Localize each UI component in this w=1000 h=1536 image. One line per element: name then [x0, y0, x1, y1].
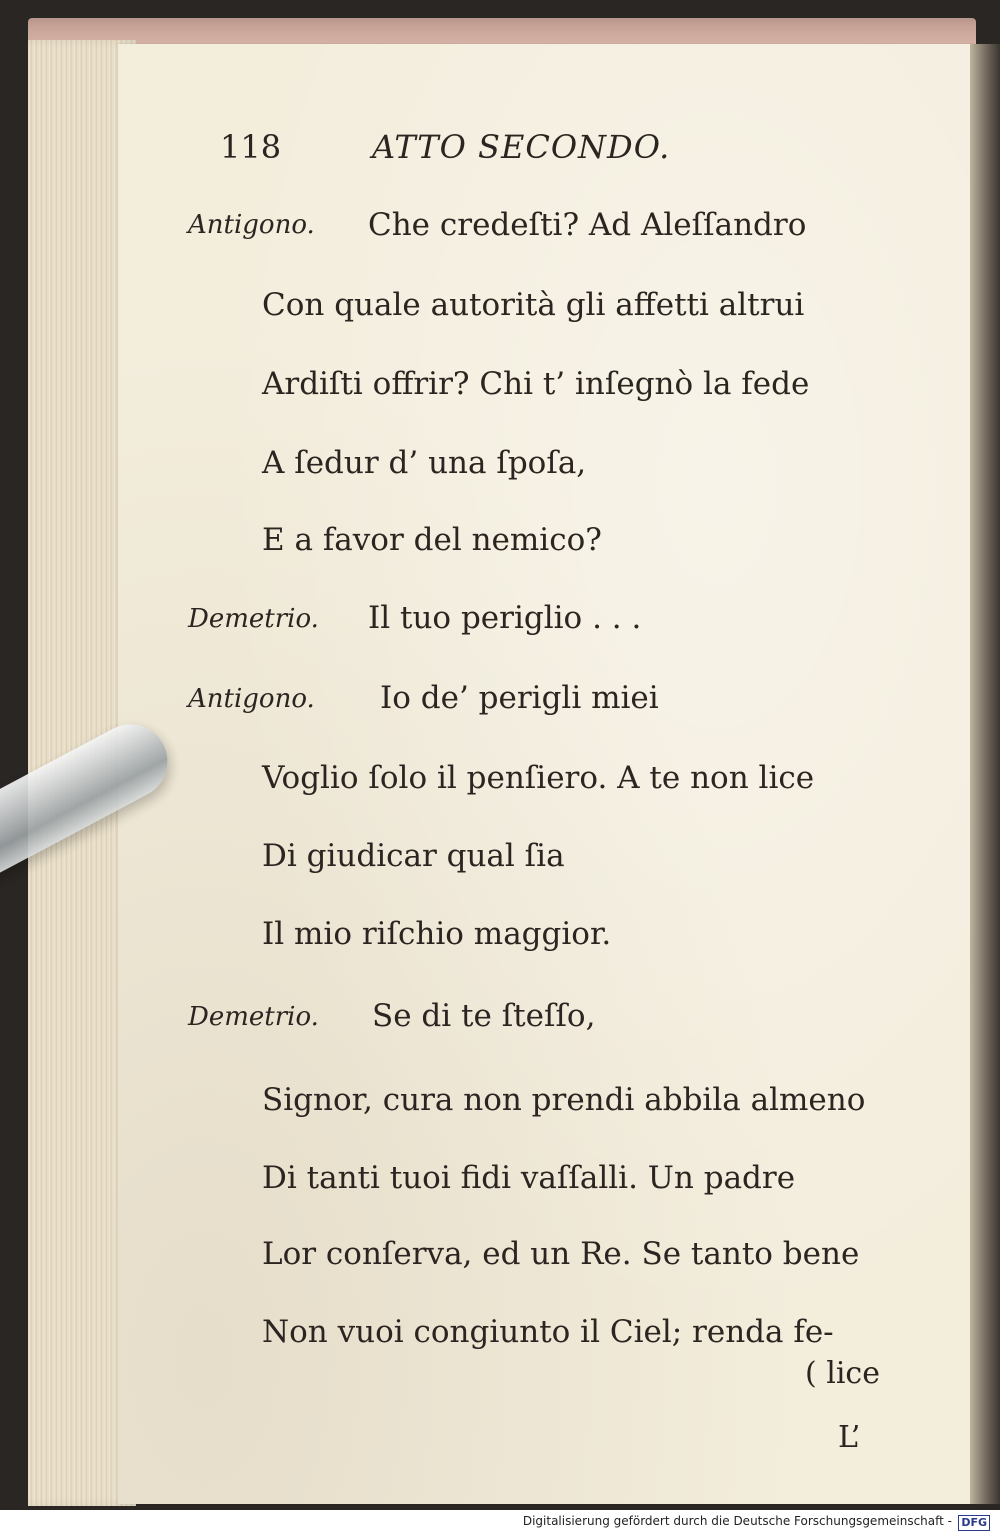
speaker-label: Antigono.	[188, 684, 315, 714]
speaker-label: Demetrio.	[188, 1002, 319, 1032]
verse-line: Che credeſti? Ad Aleſſandro	[368, 207, 807, 243]
verse-line: Voglio ſolo il penſiero. A te non lice	[262, 760, 815, 796]
funding-note: Digitalisierung gefördert durch die Deutsche Forschungsgemeinschaft -	[522, 1514, 952, 1528]
verse-line: Il tuo periglio . . .	[368, 600, 642, 636]
verse-line: Non vuoi congiunto il Ciel; renda fe-	[262, 1314, 834, 1350]
speaker-label: Antigono.	[188, 210, 315, 240]
digitization-footer	[0, 1510, 1000, 1536]
verse-line: Ardiſti offrir? Chi t’ inſegnò la fede	[262, 366, 810, 402]
book-gutter	[970, 44, 1000, 1504]
verse-line: A ſedur d’ una ſpoſa,	[262, 445, 587, 481]
speaker-label: Demetrio.	[188, 604, 319, 634]
verse-line: Con quale autorità gli affetti altrui	[262, 287, 805, 323]
verse-line: Di tanti tuoi fidi vaſſalli. Un padre	[262, 1160, 796, 1196]
running-title: ATTO SECONDO.	[372, 128, 671, 166]
catchword: L’	[838, 1420, 861, 1455]
dfg-logo-icon: DFG	[958, 1515, 990, 1531]
verse-line: Di giudicar qual ſia	[262, 838, 565, 874]
verse-line: Se di te ſteſſo,	[372, 998, 596, 1034]
verse-line: Il mio riſchio maggior.	[262, 916, 612, 952]
verse-line: Lor conſerva, ed un Re. Se tanto bene	[262, 1236, 860, 1272]
page-number: 118	[220, 128, 282, 166]
verse-line: Io de’ perigli miei	[380, 680, 659, 716]
verse-line: E a favor del nemico?	[262, 522, 602, 558]
verse-line: Signor, cura non prendi abbila almeno	[262, 1082, 866, 1118]
turnover-word: ( lice	[805, 1356, 880, 1391]
